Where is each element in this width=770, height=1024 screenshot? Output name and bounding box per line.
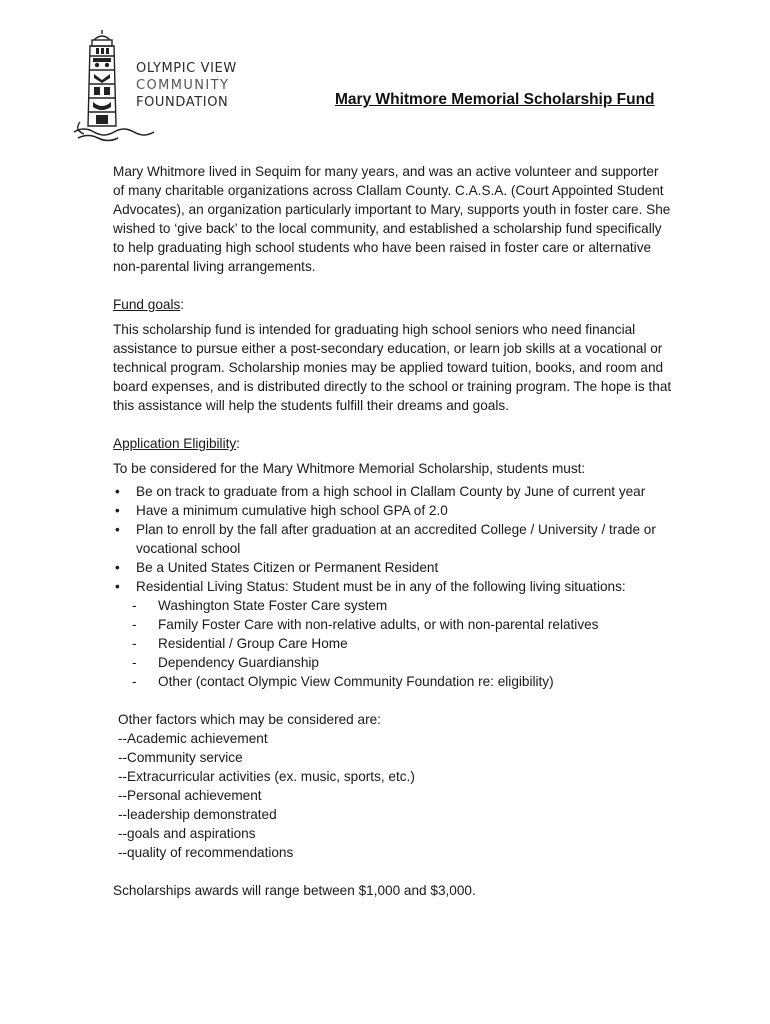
living-situation-text: Other (contact Olympic View Community Foundation re: eligibility)	[158, 674, 554, 689]
page-title: Mary Whitmore Memorial Scholarship Fund	[335, 91, 655, 108]
logo-line-2: COMMUNITY	[136, 78, 230, 93]
bullet-icon: •	[115, 579, 120, 594]
other-factors	[118, 710, 673, 862]
intro-paragraph: Mary Whitmore lived in Sequim for many years, and was an active volunteer and supporter of many charitable organizations across Clallam County. C.A.S.A. (Court Appointed Student Advocates), an organization particularly important to Mary, supports youth in foster care. She wished to ‘give back’ to the local community, and established a scholarship fund specifically to help graduating high school students who have been raised in foster care or alternative non-parental living arrangements.	[113, 164, 671, 274]
factor-item: --Extracurricular activities (ex. music, sports, etc.)	[118, 769, 415, 784]
eligibility-colon: :	[236, 436, 240, 451]
living-situation-text: Residential / Group Care Home	[158, 636, 348, 651]
fund-goals-heading	[113, 295, 673, 314]
factor-item: --goals and aspirations	[118, 826, 256, 841]
factor-item: --quality of recommendations	[118, 845, 294, 860]
list-item	[113, 672, 673, 691]
dash-icon: -	[132, 598, 137, 613]
eligibility-list	[113, 482, 673, 596]
bullet-text: Be a United States Citizen or Permanent Resident	[136, 560, 439, 575]
bullet-text: Be on track to graduate from a high school in Clallam County by June of current year	[136, 484, 646, 499]
living-situation-text: Washington State Foster Care system	[158, 598, 388, 613]
document-body	[113, 162, 673, 900]
logo-line-1: OLYMPIC VIEW	[136, 61, 237, 76]
dash-icon: -	[132, 617, 137, 632]
list-item	[113, 653, 673, 672]
list-item	[113, 558, 673, 577]
fund-goals-label: Fund goals	[113, 297, 181, 312]
bullet-text: Residential Living Status: Student must be in any of the following living situations:	[136, 579, 626, 594]
factors-intro: Other factors which may be considered are:	[118, 712, 381, 727]
living-situation-text: Family Foster Care with non-relative adults, or with non-parental relatives	[158, 617, 599, 632]
factor-item: --Community service	[118, 750, 243, 765]
bullet-icon: •	[115, 522, 120, 537]
list-item	[113, 520, 673, 558]
foundation-logo-text	[136, 60, 237, 111]
bullet-icon: •	[115, 484, 120, 499]
list-item	[113, 615, 673, 634]
fund-goals-paragraph: This scholarship fund is intended for graduating high school seniors who need financial assistance to pursue either a post-secondary education, or learn job skills at a vocational or technical program. Scholarship monies may be applied toward tuition, books, and room and board expenses, and is distributed directly to the school or training program. The hope is that this assistance will help the students fulfill their dreams and goals.	[113, 322, 672, 413]
bullet-icon: •	[115, 503, 120, 518]
factor-item: --Personal achievement	[118, 788, 262, 803]
eligibility-heading	[113, 434, 673, 453]
living-situations-list	[113, 596, 673, 691]
factor-item: --leadership demonstrated	[118, 807, 277, 822]
bullet-text: Have a minimum cumulative high school GPA of 2.0	[136, 503, 448, 518]
list-item	[113, 596, 673, 615]
awards-text: Scholarships awards will range between $1,000 and $3,000.	[113, 883, 476, 898]
eligibility-label: Application Eligibility	[113, 436, 237, 451]
bullet-text: Plan to enroll by the fall after graduation at an accredited College / University / trade or vocational school	[136, 522, 656, 556]
list-item	[113, 634, 673, 653]
factor-item: --Academic achievement	[118, 731, 268, 746]
dash-icon: -	[132, 674, 137, 689]
bullet-icon: •	[115, 560, 120, 575]
living-situation-text: Dependency Guardianship	[158, 655, 319, 670]
dash-icon: -	[132, 636, 137, 651]
fund-goals-colon: :	[180, 297, 185, 312]
eligibility-intro: To be considered for the Mary Whitmore Memorial Scholarship, students must:	[113, 461, 586, 476]
logo-line-3: FOUNDATION	[136, 95, 229, 110]
dash-icon: -	[132, 655, 137, 670]
list-item	[113, 482, 673, 501]
list-item	[113, 577, 673, 596]
list-item	[113, 501, 673, 520]
